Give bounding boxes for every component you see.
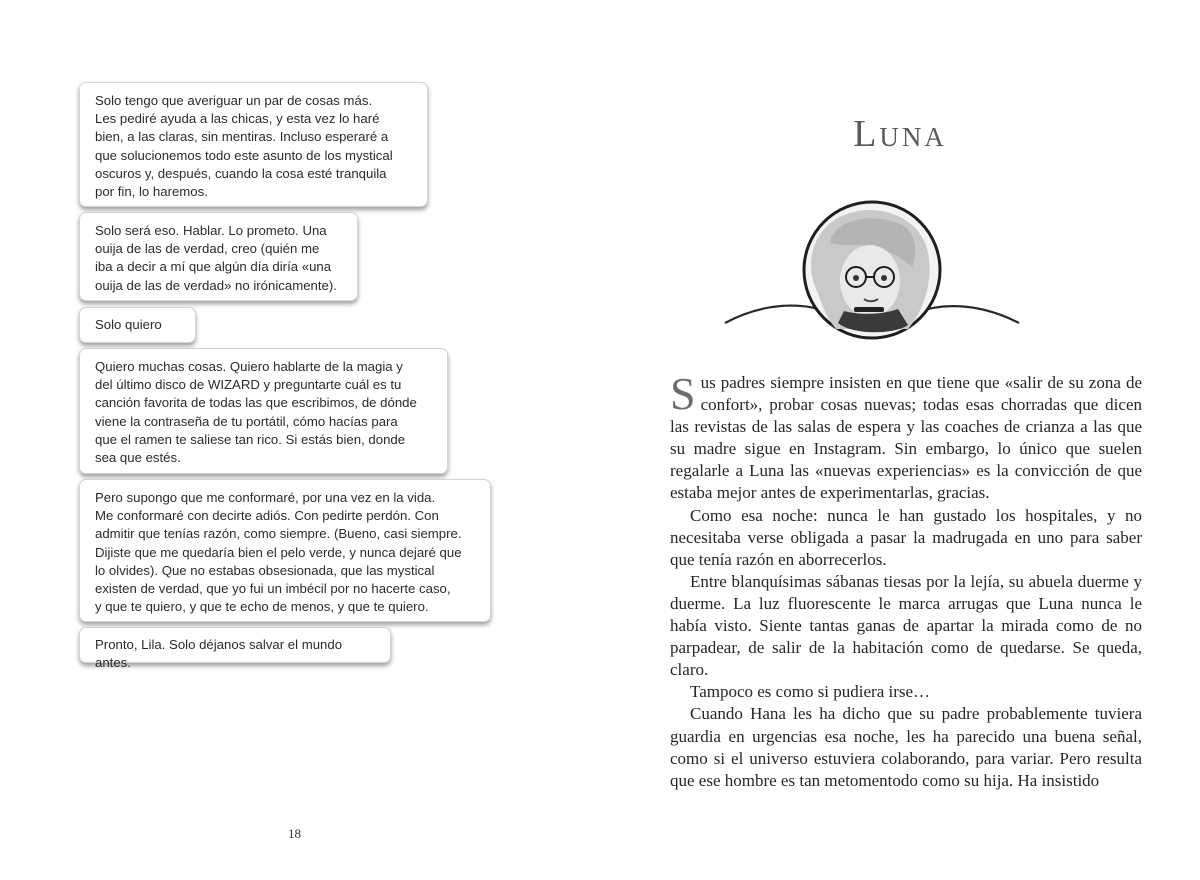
paragraph-1: Sus padres siempre insisten en que tiene que «salir de su zona de confort», probar cosas nuevas; todas esas chorradas que dicen las revistas de las salas de espera y las coaches de crianza a las que su madre sigue en Instagram. Sin embargo, lo único que suelen regalarle a Luna las «nuevas experiencias» es la convicción de que estaba mejor antes de experimentarlas, gracias. [670, 368, 1142, 503]
drop-cap: S [670, 368, 696, 419]
message-bubble-5: Pero supongo que me conformaré, por una vez en la vida. Me conformaré con decirte adiós. Con pedirte perdón. Con admitir que tenías razón, como siempre. (Bueno, casi siempre. Dijiste que me quedaría bien el pelo verde, y nunca dejaré que lo olvides). Que no estabas obsesionada, que las mystical existen de verdad, que yo fui un imbécil por no hacerte caso, y que te quiero, y que te echo de menos, y que te quiero. [79, 479, 491, 622]
right-page [600, 0, 1200, 880]
luna-portrait-icon [722, 183, 1022, 353]
message-bubble-3: Solo quiero [79, 307, 196, 343]
message-bubble-6: Pronto, Lila. Solo déjanos salvar el mundo antes. [79, 627, 391, 663]
message-bubble-2: Solo será eso. Hablar. Lo prometo. Una ouija de las de verdad, creo (quién me iba a decir a mí que algún día diría «una ouija de las de verdad» no irónicamente). [79, 212, 358, 301]
paragraph-4: Tampoco es como si pudiera irse… [690, 682, 931, 702]
chapter-title: Luna [853, 113, 947, 155]
message-bubble-1: Solo tengo que averiguar un par de cosas más. Les pediré ayuda a las chicas, y esta vez lo haré bien, a las claras, sin mentiras. Incluso esperaré a que solucionemos todo este asunto de los mystical oscuros y, después, cuando la cosa esté tranquila por fin, lo haremos. [79, 82, 428, 207]
page-number: 18 [288, 826, 301, 841]
paragraph-5: Cuando Hana les ha dicho que su padre probablemente tuviera guardia en urgencias esa noche, les ha parecido una buena señal, como si el universo estuviera colaborando, para variar. Pero resulta que ese hombre es tan metomentodo como su hija. Ha insistido [670, 704, 1142, 790]
message-bubble-4: Quiero muchas cosas. Quiero hablarte de la magia y del último disco de WIZARD y preguntarte cuál es tu canción favorita de todas las que escribimos, de dónde viene la contraseña de tu portátil, cómo hacías para que el ramen te saliese tan rico. Si estás bien, donde sea que estés. [79, 348, 448, 474]
paragraph-2: Como esa noche: nunca le han gustado los hospitales, y no necesitaba verse obligada a pasar la madrugada en uno para saber que tenía razón en aborrecerlos. [670, 505, 1142, 569]
paragraph-3: Entre blanquísimas sábanas tiesas por la lejía, su abuela duerme y duerme. La luz fluorescente le marca arrugas que Luna nunca le había visto. Siente tantas ganas de apartar la mirada como de no parpadear, de salir de la habitación como de quedarse. Se queda, claro. [670, 571, 1142, 680]
chapter-body [670, 368, 1142, 792]
